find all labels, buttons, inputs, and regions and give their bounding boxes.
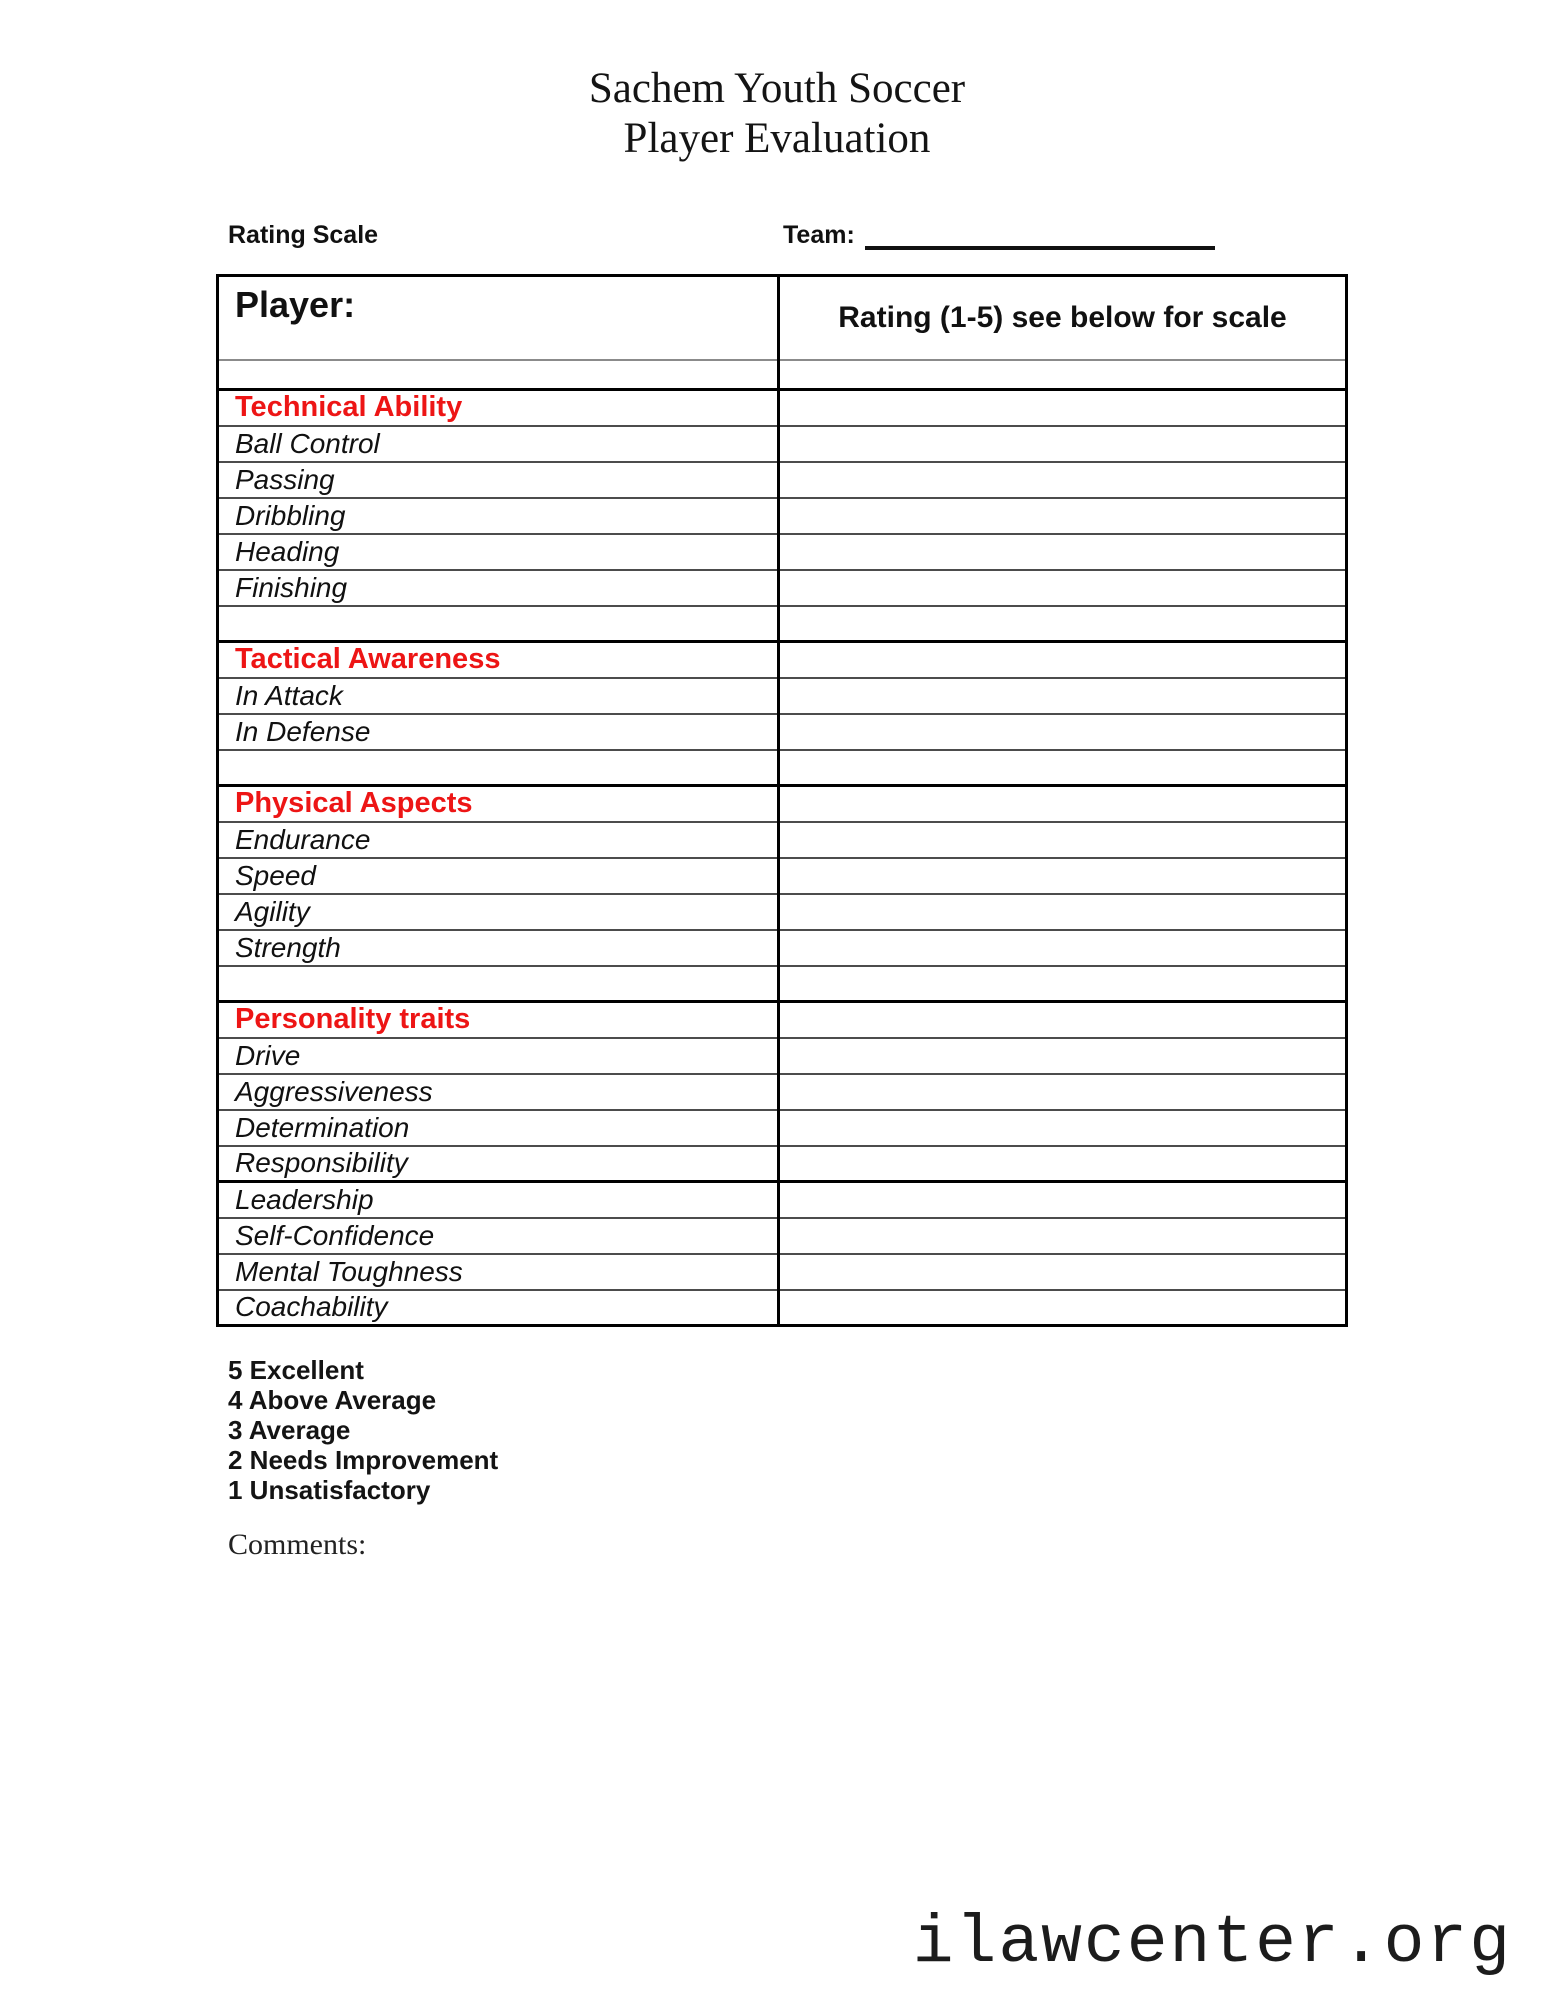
rating-value-cell bbox=[779, 426, 1347, 462]
skill-name-cell: Mental Toughness bbox=[218, 1254, 779, 1290]
rating-value-cell bbox=[779, 498, 1347, 534]
skill-row-responsibility bbox=[218, 1146, 1347, 1182]
empty-rating-cell bbox=[779, 750, 1347, 786]
rating-value-cell bbox=[779, 714, 1347, 750]
section-header-technical-ability bbox=[218, 390, 1347, 426]
skill-name-cell: Responsibility bbox=[218, 1146, 779, 1182]
empty-rating-cell bbox=[779, 360, 1347, 390]
skill-row-heading bbox=[218, 534, 1347, 570]
rating-value-cell bbox=[779, 462, 1347, 498]
skill-row-aggressiveness bbox=[218, 1074, 1347, 1110]
skill-row-leadership bbox=[218, 1182, 1347, 1218]
skill-row-passing bbox=[218, 462, 1347, 498]
rating-legend bbox=[228, 1355, 498, 1505]
rating-value-cell bbox=[779, 570, 1347, 606]
empty-rating-cell bbox=[779, 606, 1347, 642]
rating-value-cell bbox=[779, 1218, 1347, 1254]
rating-value-cell bbox=[779, 1290, 1347, 1326]
section-title: Personality traits bbox=[218, 1002, 779, 1038]
skill-row-finishing bbox=[218, 570, 1347, 606]
skill-row-strength bbox=[218, 930, 1347, 966]
skill-name-cell: Agility bbox=[218, 894, 779, 930]
skill-row-coachability bbox=[218, 1290, 1347, 1326]
empty-cell bbox=[218, 606, 779, 642]
skill-row-speed bbox=[218, 858, 1347, 894]
rating-value-cell bbox=[779, 678, 1347, 714]
rating-value-cell bbox=[779, 1146, 1347, 1182]
rating-value-cell bbox=[779, 1110, 1347, 1146]
empty-cell bbox=[218, 750, 779, 786]
section-header-physical-aspects bbox=[218, 786, 1347, 822]
empty-rating-cell bbox=[779, 642, 1347, 678]
rating-value-cell bbox=[779, 1074, 1347, 1110]
skill-name-cell: Endurance bbox=[218, 822, 779, 858]
rating-value-cell bbox=[779, 534, 1347, 570]
skill-row-endurance bbox=[218, 822, 1347, 858]
skill-row-self-confidence bbox=[218, 1218, 1347, 1254]
skill-row-ball-control bbox=[218, 426, 1347, 462]
rating-value-cell bbox=[779, 1182, 1347, 1218]
section-title: Tactical Awareness bbox=[218, 642, 779, 678]
section-gap-row bbox=[218, 606, 1347, 642]
section-title: Physical Aspects bbox=[218, 786, 779, 822]
title-line-1: Sachem Youth Soccer bbox=[588, 65, 966, 112]
skill-row-in-defense bbox=[218, 714, 1347, 750]
legend-item-5: 5 Excellent bbox=[228, 1355, 364, 1385]
legend-item-1: 1 Unsatisfactory bbox=[228, 1475, 431, 1505]
empty-rating-cell bbox=[779, 966, 1347, 1002]
empty-cell bbox=[218, 360, 779, 390]
rating-value-cell bbox=[779, 894, 1347, 930]
rating-value-cell bbox=[779, 1038, 1347, 1074]
skill-name-cell: Strength bbox=[218, 930, 779, 966]
player-header-cell: Player: bbox=[218, 276, 779, 360]
table-header-row bbox=[218, 276, 1347, 360]
section-title: Technical Ability bbox=[218, 390, 779, 426]
skill-name-cell: Dribbling bbox=[218, 498, 779, 534]
rating-scale-label: Rating Scale bbox=[228, 221, 379, 249]
team-blank-line bbox=[865, 223, 1215, 250]
legend-item-3: 3 Average bbox=[228, 1415, 351, 1445]
skill-name-cell: Speed bbox=[218, 858, 779, 894]
team-label: Team: bbox=[783, 221, 855, 249]
skill-row-determination bbox=[218, 1110, 1347, 1146]
comments-label: Comments: bbox=[228, 1528, 367, 1561]
skill-name-cell: Determination bbox=[218, 1110, 779, 1146]
rating-value-cell bbox=[779, 930, 1347, 966]
empty-rating-cell bbox=[779, 390, 1347, 426]
skill-name-cell: Leadership bbox=[218, 1182, 779, 1218]
evaluation-table bbox=[216, 274, 1348, 1327]
page-title bbox=[0, 64, 1554, 164]
skill-name-cell: Finishing bbox=[218, 570, 779, 606]
title-line-2: Player Evaluation bbox=[623, 114, 931, 162]
section-header-tactical-awareness bbox=[218, 642, 1347, 678]
skill-row-in-attack bbox=[218, 678, 1347, 714]
section-header-personality-traits bbox=[218, 1002, 1347, 1038]
skill-name-cell: Heading bbox=[218, 534, 779, 570]
skill-row-mental-toughness bbox=[218, 1254, 1347, 1290]
spacer-row bbox=[218, 360, 1347, 390]
skill-name-cell: Aggressiveness bbox=[218, 1074, 779, 1110]
skill-row-drive bbox=[218, 1038, 1347, 1074]
skill-name-cell: Self-Confidence bbox=[218, 1218, 779, 1254]
skill-name-cell: In Attack bbox=[218, 678, 779, 714]
section-gap-row bbox=[218, 966, 1347, 1002]
skill-name-cell: In Defense bbox=[218, 714, 779, 750]
legend-item-4: 4 Above Average bbox=[228, 1385, 437, 1415]
empty-rating-cell bbox=[779, 1002, 1347, 1038]
skill-name-cell: Ball Control bbox=[218, 426, 779, 462]
rating-header-cell: Rating (1-5) see below for scale bbox=[779, 276, 1347, 360]
rating-value-cell bbox=[779, 822, 1347, 858]
section-gap-row bbox=[218, 750, 1347, 786]
rating-value-cell bbox=[779, 858, 1347, 894]
team-field bbox=[783, 221, 1215, 250]
legend-item-2: 2 Needs Improvement bbox=[228, 1445, 499, 1475]
skill-row-dribbling bbox=[218, 498, 1347, 534]
empty-rating-cell bbox=[779, 786, 1347, 822]
skill-name-cell: Drive bbox=[218, 1038, 779, 1074]
skill-name-cell: Passing bbox=[218, 462, 779, 498]
watermark-text: ilawcenter.org bbox=[912, 1905, 1512, 1982]
skill-name-cell: Coachability bbox=[218, 1290, 779, 1326]
empty-cell bbox=[218, 966, 779, 1002]
skill-row-agility bbox=[218, 894, 1347, 930]
rating-value-cell bbox=[779, 1254, 1347, 1290]
